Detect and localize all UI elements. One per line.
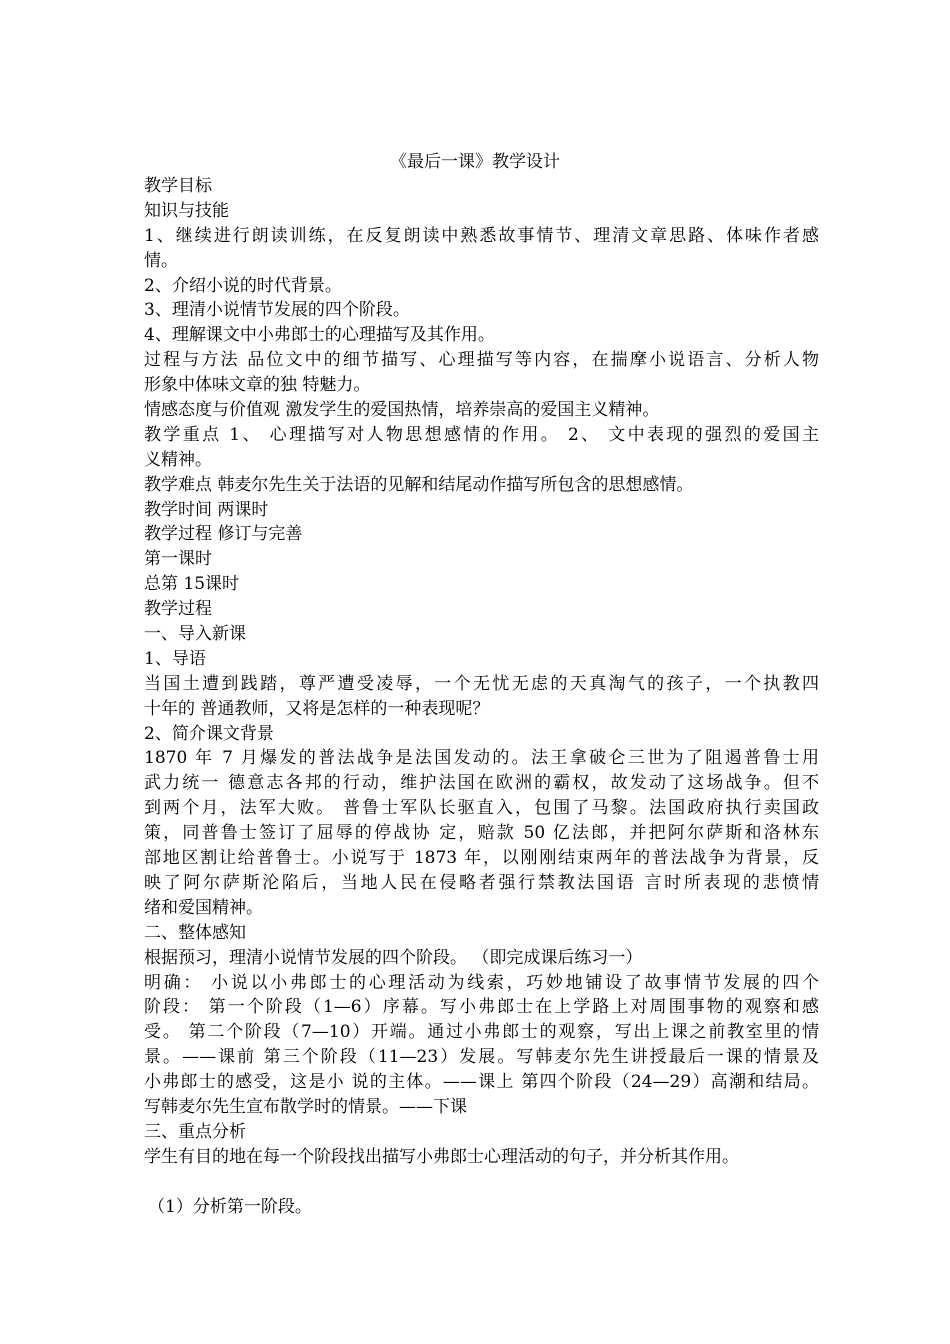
goal-item-1: 1、继续进行朗读训练，在反复朗读中熟悉故事情节、理清文章思路、体味作者感 [144, 225, 819, 246]
background-subheading: 2、简介课文背景 [144, 723, 274, 744]
clarify-paragraph-line-4: 景。——课前 第三个阶段（11—23）发展。写韩麦尔先生讲授最后一课的情景及 [144, 1047, 819, 1068]
goal-item-3: 3、理清小说情节发展的四个阶段。 [144, 300, 410, 321]
background-paragraph-line-6: 映了阿尔萨斯沦陷后，当地人民在侵略者强行禁教法国语 言时所表现的悲愤情 [144, 872, 819, 893]
goal-item-2: 2、介绍小说的时代背景。 [144, 275, 342, 296]
background-paragraph-line-4: 策，同普鲁士签订了屈辱的停战协 定，赔款 50 亿法郎，并把阿尔萨斯和洛林东 [144, 823, 819, 844]
section-2-heading: 二、整体感知 [144, 922, 246, 943]
lesson-count-line: 总第 15课时 [144, 574, 240, 595]
teaching-focus-paragraph-cont: 义精神。 [144, 449, 212, 470]
section-1-heading: 一、导入新课 [144, 624, 246, 645]
clarify-paragraph-line-3: 受。 第二个阶段（7—10）开端。通过小弗郎士的观察，写出上课之前教室里的情 [144, 1022, 819, 1043]
document-title: 《最后一课》教学设计 [390, 152, 560, 172]
overall-perception-task: 根据预习，理清小说情节发展的四个阶段。 （即完成课后练习一） [144, 947, 643, 968]
clarify-paragraph-line-5: 小弗郎士的感受，这是小 说的主体。——课上 第四个阶段（24—29）高潮和结局。 [144, 1072, 819, 1093]
teaching-time-line: 教学时间 两课时 [144, 499, 269, 520]
heading-teaching-goals: 教学目标 [144, 176, 212, 196]
background-paragraph-line-1: 1870 年 7 月爆发的普法战争是法国发动的。法王拿破仑三世为了阻遏普鲁士用 [144, 748, 819, 769]
subheading-knowledge-skills: 知识与技能 [144, 200, 229, 221]
emotion-attitude-paragraph: 情感态度与价值观 激发学生的爱国热情，培养崇高的爱国主义精神。 [144, 400, 660, 421]
background-paragraph-line-2: 武力统一 德意志各邦的行动，维护法国在欧洲的霸权，故发动了这场战争。但不 [144, 773, 819, 794]
intro-paragraph-cont: 十年的 普通教师，又将是怎样的一种表现呢？ [144, 698, 490, 719]
teaching-focus-paragraph: 教学重点 1、 心理描写对人物思想感情的作用。 2、 文中表现的强烈的爱国主 [144, 424, 819, 445]
process-method-paragraph-cont: 形象中体味文章的独 特魅力。 [144, 375, 371, 396]
clarify-paragraph-line-1: 明确： 小说以小弗郎士的心理活动为线索，巧妙地铺设了故事情节发展的四个 [144, 972, 819, 993]
background-paragraph-line-5: 部地区割让给普鲁士。小说写于 1873 年，以刚刚结束两年的普法战争为背景，反 [144, 848, 819, 869]
section-3-heading: 三、重点分析 [144, 1121, 246, 1142]
goal-item-4: 4、理解课文中小弗郎士的心理描写及其作用。 [144, 325, 495, 346]
first-lesson-heading: 第一课时 [144, 549, 212, 570]
clarify-paragraph-line-6: 写韩麦尔先生宣布散学时的情景。——下课 [144, 1096, 467, 1117]
background-paragraph-line-3: 到两个月，法军大败。 普鲁士军队长驱直入，包围了马黎。法国政府执行卖国政 [144, 798, 819, 819]
key-analysis-task: 学生有目的地在每一个阶段找出描写小弗郎士心理活动的句子，并分析其作用。 [144, 1146, 739, 1167]
teaching-process-line: 教学过程 修订与完善 [144, 524, 303, 545]
intro-subheading: 1、导语 [144, 648, 206, 669]
document-body [144, 174, 819, 1219]
teaching-process-heading: 教学过程 [144, 599, 212, 620]
goal-item-1-cont: 情。 [144, 250, 178, 271]
process-method-paragraph: 过程与方法 品位文中的细节描写、心理描写等内容，在揣摩小说语言、分析人物 [144, 350, 819, 371]
teaching-difficulty-paragraph: 教学难点 韩麦尔先生关于法语的见解和结尾动作描写所包含的思想感情。 [144, 474, 694, 495]
intro-paragraph: 当国土遭到践踏，尊严遭受凌辱，一个无忧无虑的天真淘气的孩子，一个执教四 [144, 673, 819, 694]
clarify-paragraph-line-2: 阶段： 第一个阶段（1—6）序幕。写小弗郎士在上学路上对周围事物的观察和感 [144, 997, 819, 1018]
background-paragraph-line-7: 绪和爱国精神。 [144, 897, 263, 918]
analysis-stage-1: （1）分析第一阶段。 [148, 1196, 312, 1217]
blank-line [144, 1170, 819, 1195]
